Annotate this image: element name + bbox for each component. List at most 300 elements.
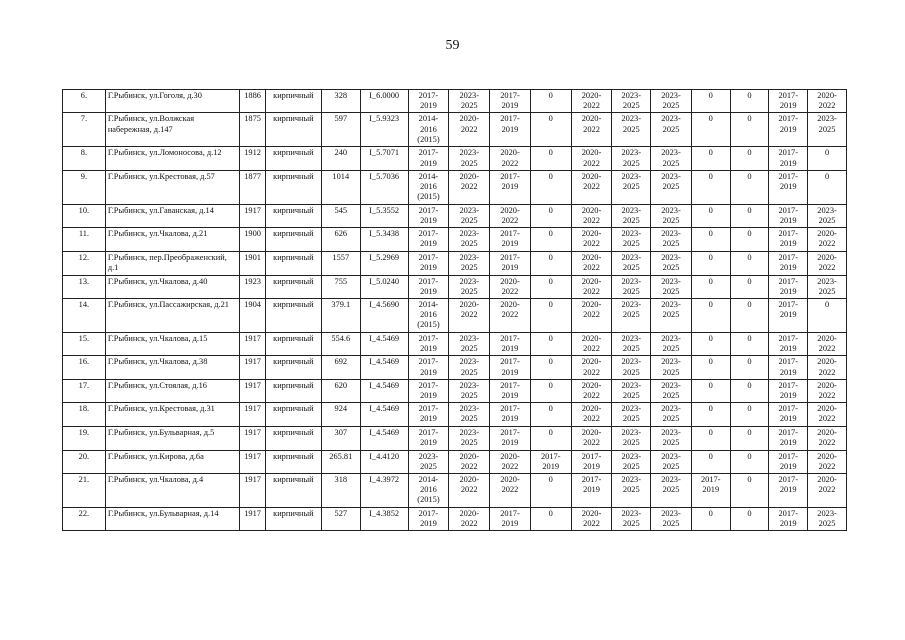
- period-cell: 2023-2025: [449, 333, 490, 356]
- period-cell: 2017-2019: [490, 426, 531, 450]
- address-cell: Г.Рыбинск, ул.Ломоносова, д.12: [105, 147, 240, 170]
- period-cell: 0: [530, 147, 571, 170]
- period-cell: 2017-2019: [408, 403, 449, 426]
- area-cell: 240: [321, 147, 360, 170]
- address-cell: Г.Рыбинск, ул.Чкалова, д.38: [105, 356, 240, 379]
- period-cell: 2020-2022: [449, 170, 490, 204]
- row-number: 7.: [63, 113, 106, 147]
- period-cell: 2023-2025: [612, 379, 651, 402]
- period-cell: 2017-2019: [490, 403, 531, 426]
- period-cell: 0: [691, 299, 730, 333]
- period-cell: 0: [691, 356, 730, 379]
- period-cell: 2014-2016 (2015): [408, 299, 449, 333]
- table-row: [63, 426, 847, 450]
- period-cell: 2017-2019: [769, 275, 808, 298]
- period-cell: 2017-2019: [691, 474, 730, 508]
- build-year-cell: 1875: [240, 113, 265, 147]
- period-cell: 2017-2019: [769, 228, 808, 251]
- period-cell: 2017-2019: [769, 251, 808, 275]
- table-row: [63, 228, 847, 251]
- period-cell: 2023-2025: [651, 251, 692, 275]
- period-cell: 2023-2025: [651, 426, 692, 450]
- period-cell: 0: [530, 379, 571, 402]
- build-year-cell: 1917: [240, 508, 265, 531]
- period-cell: 2017-2019: [769, 426, 808, 450]
- period-cell: 0: [730, 508, 769, 531]
- period-cell: 2020-2022: [571, 170, 612, 204]
- period-cell: 0: [730, 426, 769, 450]
- period-cell: 2020-2022: [571, 251, 612, 275]
- period-cell: 2023-2025: [651, 170, 692, 204]
- period-cell: 2020-2022: [571, 403, 612, 426]
- area-cell: 328: [321, 90, 360, 113]
- period-cell: 2020-2022: [571, 147, 612, 170]
- period-cell: 2023-2025: [449, 147, 490, 170]
- period-cell: 0: [691, 113, 730, 147]
- address-cell: Г.Рыбинск, ул.Бульварная, д.5: [105, 426, 240, 450]
- row-number: 14.: [63, 299, 106, 333]
- address-cell: Г.Рыбинск, ул.Крестовая, д.31: [105, 403, 240, 426]
- material-cell: кирпичный: [265, 251, 321, 275]
- period-cell: 2023-2025: [651, 508, 692, 531]
- build-year-cell: 1917: [240, 379, 265, 402]
- period-cell: 2017-2019: [769, 90, 808, 113]
- table-row: [63, 299, 847, 333]
- material-cell: кирпичный: [265, 275, 321, 298]
- build-year-cell: 1923: [240, 275, 265, 298]
- period-cell: 2023-2025: [808, 204, 847, 227]
- period-cell: 0: [730, 379, 769, 402]
- material-cell: кирпичный: [265, 204, 321, 227]
- area-cell: 307: [321, 426, 360, 450]
- period-cell: 2020-2022: [449, 299, 490, 333]
- index-cell: I_5.3438: [360, 228, 408, 251]
- period-cell: 2020-2022: [571, 228, 612, 251]
- build-year-cell: 1917: [240, 333, 265, 356]
- table-row: [63, 251, 847, 275]
- material-cell: кирпичный: [265, 147, 321, 170]
- period-cell: 2014-2016 (2015): [408, 113, 449, 147]
- period-cell: 0: [808, 170, 847, 204]
- address-cell: Г.Рыбинск, ул.Чкалова, д.40: [105, 275, 240, 298]
- period-cell: 2023-2025: [449, 251, 490, 275]
- area-cell: 265.81: [321, 450, 360, 473]
- period-cell: 0: [730, 474, 769, 508]
- period-cell: 2020-2022: [490, 147, 531, 170]
- material-cell: кирпичный: [265, 299, 321, 333]
- material-cell: кирпичный: [265, 379, 321, 402]
- period-cell: 2023-2025: [808, 113, 847, 147]
- period-cell: 0: [691, 228, 730, 251]
- address-cell: Г.Рыбинск, пер.Преображенский, д.1: [105, 251, 240, 275]
- period-cell: 0: [691, 450, 730, 473]
- period-cell: 2017-2019: [769, 474, 808, 508]
- address-cell: Г.Рыбинск, ул.Бульварная, д.14: [105, 508, 240, 531]
- period-cell: 2023-2025: [449, 379, 490, 402]
- index-cell: I_4.5469: [360, 333, 408, 356]
- material-cell: кирпичный: [265, 508, 321, 531]
- period-cell: 2020-2022: [808, 333, 847, 356]
- period-cell: 2017-2019: [408, 379, 449, 402]
- period-cell: 2014-2016 (2015): [408, 474, 449, 508]
- material-cell: кирпичный: [265, 90, 321, 113]
- period-cell: 2023-2025: [651, 147, 692, 170]
- period-cell: 2020-2022: [808, 426, 847, 450]
- build-year-cell: 1877: [240, 170, 265, 204]
- index-cell: I_4.4120: [360, 450, 408, 473]
- period-cell: 2023-2025: [449, 90, 490, 113]
- period-cell: 0: [691, 204, 730, 227]
- material-cell: кирпичный: [265, 228, 321, 251]
- period-cell: 2017-2019: [408, 333, 449, 356]
- period-cell: 2017-2019: [408, 228, 449, 251]
- period-cell: 2023-2025: [612, 275, 651, 298]
- period-cell: 2023-2025: [651, 450, 692, 473]
- address-cell: Г.Рыбинск, ул.Чкалова, д.21: [105, 228, 240, 251]
- period-cell: 2017-2019: [490, 170, 531, 204]
- period-cell: 0: [730, 251, 769, 275]
- period-cell: 2023-2025: [651, 474, 692, 508]
- period-cell: 2023-2025: [612, 299, 651, 333]
- period-cell: 2023-2025: [449, 204, 490, 227]
- period-cell: 2017-2019: [769, 113, 808, 147]
- table-row: [63, 333, 847, 356]
- period-cell: 2017-2019: [408, 90, 449, 113]
- period-cell: 2017-2019: [769, 333, 808, 356]
- period-cell: 0: [691, 170, 730, 204]
- period-cell: 2023-2025: [651, 228, 692, 251]
- build-year-cell: 1917: [240, 356, 265, 379]
- row-number: 13.: [63, 275, 106, 298]
- period-cell: 2020-2022: [571, 426, 612, 450]
- index-cell: I_4.3972: [360, 474, 408, 508]
- period-cell: 0: [691, 379, 730, 402]
- material-cell: кирпичный: [265, 450, 321, 473]
- build-year-cell: 1917: [240, 450, 265, 473]
- period-cell: 2023-2025: [651, 90, 692, 113]
- table-body: [63, 90, 847, 531]
- period-cell: 2023-2025: [449, 403, 490, 426]
- period-cell: 0: [691, 403, 730, 426]
- period-cell: 2017-2019: [408, 426, 449, 450]
- period-cell: 2017-2019: [490, 379, 531, 402]
- period-cell: 2017-2019: [490, 113, 531, 147]
- period-cell: 2017-2019: [769, 379, 808, 402]
- period-cell: 2017-2019: [490, 333, 531, 356]
- row-number: 22.: [63, 508, 106, 531]
- period-cell: 2020-2022: [808, 379, 847, 402]
- index-cell: I_5.7036: [360, 170, 408, 204]
- period-cell: 0: [691, 508, 730, 531]
- table-row: [63, 113, 847, 147]
- index-cell: I_5.2969: [360, 251, 408, 275]
- page-number: 59: [445, 38, 460, 53]
- period-cell: 0: [691, 147, 730, 170]
- area-cell: 626: [321, 228, 360, 251]
- period-cell: 2023-2025: [449, 228, 490, 251]
- area-cell: 1557: [321, 251, 360, 275]
- period-cell: 2020-2022: [571, 333, 612, 356]
- period-cell: 2023-2025: [612, 90, 651, 113]
- address-cell: Г.Рыбинск, ул.Волжская набережная, д.147: [105, 113, 240, 147]
- address-cell: Г.Рыбинск, ул.Кирова, д.6а: [105, 450, 240, 473]
- period-cell: 2023-2025: [612, 450, 651, 473]
- period-cell: 2017-2019: [408, 508, 449, 531]
- period-cell: 2017-2019: [408, 147, 449, 170]
- period-cell: 2023-2025: [651, 299, 692, 333]
- period-cell: 2020-2022: [808, 474, 847, 508]
- period-cell: 0: [730, 450, 769, 473]
- row-number: 15.: [63, 333, 106, 356]
- period-cell: 2020-2022: [449, 508, 490, 531]
- area-cell: 924: [321, 403, 360, 426]
- address-cell: Г.Рыбинск, ул.Стоялая, д.16: [105, 379, 240, 402]
- build-year-cell: 1917: [240, 426, 265, 450]
- period-cell: 2020-2022: [808, 90, 847, 113]
- table-row: [63, 450, 847, 473]
- period-cell: 0: [530, 90, 571, 113]
- period-cell: 2020-2022: [571, 275, 612, 298]
- period-cell: 2023-2025: [651, 113, 692, 147]
- row-number: 12.: [63, 251, 106, 275]
- table-row: [63, 474, 847, 508]
- material-cell: кирпичный: [265, 356, 321, 379]
- period-cell: 2020-2022: [571, 204, 612, 227]
- period-cell: 2023-2025: [651, 204, 692, 227]
- row-number: 21.: [63, 474, 106, 508]
- period-cell: 0: [730, 275, 769, 298]
- period-cell: 2017-2019: [769, 299, 808, 333]
- period-cell: 0: [530, 228, 571, 251]
- period-cell: 2020-2022: [808, 403, 847, 426]
- period-cell: 2023-2025: [651, 379, 692, 402]
- period-cell: 0: [730, 356, 769, 379]
- period-cell: 0: [530, 275, 571, 298]
- material-cell: кирпичный: [265, 333, 321, 356]
- period-cell: 2017-2019: [769, 147, 808, 170]
- period-cell: 2020-2022: [449, 113, 490, 147]
- period-cell: 2020-2022: [490, 299, 531, 333]
- period-cell: 0: [691, 426, 730, 450]
- period-cell: 2020-2022: [808, 450, 847, 473]
- area-cell: 545: [321, 204, 360, 227]
- period-cell: 0: [730, 333, 769, 356]
- table-row: [63, 403, 847, 426]
- period-cell: 2023-2025: [612, 508, 651, 531]
- table-row: [63, 147, 847, 170]
- period-cell: 2020-2022: [571, 379, 612, 402]
- period-cell: 2017-2019: [490, 356, 531, 379]
- build-year-cell: 1904: [240, 299, 265, 333]
- period-cell: 2014-2016 (2015): [408, 170, 449, 204]
- material-cell: кирпичный: [265, 426, 321, 450]
- period-cell: 2017-2019: [490, 508, 531, 531]
- row-number: 10.: [63, 204, 106, 227]
- build-year-cell: 1917: [240, 204, 265, 227]
- period-cell: 0: [730, 204, 769, 227]
- row-number: 11.: [63, 228, 106, 251]
- area-cell: 527: [321, 508, 360, 531]
- build-year-cell: 1901: [240, 251, 265, 275]
- period-cell: 0: [691, 275, 730, 298]
- area-cell: 318: [321, 474, 360, 508]
- period-cell: 2023-2025: [612, 251, 651, 275]
- period-cell: 2023-2025: [449, 275, 490, 298]
- table-row: [63, 170, 847, 204]
- row-number: 19.: [63, 426, 106, 450]
- area-cell: 755: [321, 275, 360, 298]
- table-row: [63, 275, 847, 298]
- period-cell: 2020-2022: [490, 204, 531, 227]
- index-cell: I_4.5690: [360, 299, 408, 333]
- area-cell: 692: [321, 356, 360, 379]
- period-cell: 2017-2019: [769, 403, 808, 426]
- index-cell: I_5.0240: [360, 275, 408, 298]
- period-cell: 2023-2025: [612, 170, 651, 204]
- index-cell: I_5.7071: [360, 147, 408, 170]
- build-year-cell: 1917: [240, 403, 265, 426]
- period-cell: 0: [530, 204, 571, 227]
- period-cell: 2017-2019: [571, 474, 612, 508]
- build-year-cell: 1886: [240, 90, 265, 113]
- period-cell: 2020-2022: [449, 450, 490, 473]
- period-cell: 2023-2025: [612, 147, 651, 170]
- period-cell: 0: [691, 251, 730, 275]
- row-number: 8.: [63, 147, 106, 170]
- period-cell: 0: [530, 333, 571, 356]
- index-cell: I_5.3552: [360, 204, 408, 227]
- data-table: [62, 89, 847, 531]
- address-cell: Г.Рыбинск, ул.Крестовая, д.57: [105, 170, 240, 204]
- row-number: 16.: [63, 356, 106, 379]
- address-cell: Г.Рыбинск, ул.Чкалова, д.15: [105, 333, 240, 356]
- period-cell: 2020-2022: [571, 90, 612, 113]
- period-cell: 2017-2019: [571, 450, 612, 473]
- period-cell: 2020-2022: [571, 299, 612, 333]
- table-row: [63, 356, 847, 379]
- index-cell: I_4.5469: [360, 379, 408, 402]
- period-cell: 2020-2022: [571, 356, 612, 379]
- period-cell: 0: [730, 403, 769, 426]
- period-cell: 2023-2025: [651, 356, 692, 379]
- material-cell: кирпичный: [265, 403, 321, 426]
- row-number: 18.: [63, 403, 106, 426]
- index-cell: I_6.0000: [360, 90, 408, 113]
- area-cell: 1014: [321, 170, 360, 204]
- period-cell: 2023-2025: [408, 450, 449, 473]
- row-number: 17.: [63, 379, 106, 402]
- period-cell: 0: [530, 356, 571, 379]
- period-cell: 0: [530, 426, 571, 450]
- period-cell: 0: [808, 299, 847, 333]
- period-cell: 0: [730, 170, 769, 204]
- period-cell: 2020-2022: [449, 474, 490, 508]
- period-cell: 2017-2019: [408, 204, 449, 227]
- index-cell: I_4.5469: [360, 356, 408, 379]
- index-cell: I_4.3852: [360, 508, 408, 531]
- period-cell: 2023-2025: [651, 333, 692, 356]
- period-cell: 2023-2025: [612, 426, 651, 450]
- period-cell: 2017-2019: [490, 228, 531, 251]
- period-cell: 2017-2019: [490, 251, 531, 275]
- period-cell: 0: [691, 90, 730, 113]
- build-year-cell: 1917: [240, 474, 265, 508]
- period-cell: 2023-2025: [612, 113, 651, 147]
- period-cell: 2017-2019: [769, 204, 808, 227]
- table-row: [63, 379, 847, 402]
- period-cell: 2017-2019: [769, 508, 808, 531]
- build-year-cell: 1912: [240, 147, 265, 170]
- material-cell: кирпичный: [265, 170, 321, 204]
- address-cell: Г.Рыбинск, ул.Чкалова, д.4: [105, 474, 240, 508]
- index-cell: I_5.9323: [360, 113, 408, 147]
- index-cell: I_4.5469: [360, 403, 408, 426]
- period-cell: 2023-2025: [612, 474, 651, 508]
- row-number: 6.: [63, 90, 106, 113]
- period-cell: 0: [530, 113, 571, 147]
- table-row: [63, 90, 847, 113]
- period-cell: 2020-2022: [490, 474, 531, 508]
- period-cell: 2020-2022: [571, 508, 612, 531]
- row-number: 20.: [63, 450, 106, 473]
- period-cell: 2017-2019: [769, 170, 808, 204]
- period-cell: 2017-2019: [408, 275, 449, 298]
- period-cell: 0: [730, 90, 769, 113]
- period-cell: 0: [530, 251, 571, 275]
- period-cell: 2023-2025: [651, 403, 692, 426]
- period-cell: 2023-2025: [449, 356, 490, 379]
- area-cell: 597: [321, 113, 360, 147]
- build-year-cell: 1900: [240, 228, 265, 251]
- address-cell: Г.Рыбинск, ул.Гоголя, д.30: [105, 90, 240, 113]
- period-cell: 2017-2019: [408, 251, 449, 275]
- period-cell: 0: [730, 147, 769, 170]
- period-cell: 0: [730, 113, 769, 147]
- material-cell: кирпичный: [265, 474, 321, 508]
- period-cell: 0: [530, 170, 571, 204]
- area-cell: 620: [321, 379, 360, 402]
- period-cell: 2023-2025: [612, 204, 651, 227]
- period-cell: 2023-2025: [612, 333, 651, 356]
- period-cell: 2023-2025: [612, 403, 651, 426]
- period-cell: 2023-2025: [449, 426, 490, 450]
- address-cell: Г.Рыбинск, ул.Гаванская, д.14: [105, 204, 240, 227]
- period-cell: 0: [730, 228, 769, 251]
- index-cell: I_4.5469: [360, 426, 408, 450]
- period-cell: 0: [530, 299, 571, 333]
- period-cell: 0: [730, 299, 769, 333]
- address-cell: Г.Рыбинск, ул.Пассажирская, д.21: [105, 299, 240, 333]
- period-cell: 2017-2019: [408, 356, 449, 379]
- period-cell: 0: [530, 403, 571, 426]
- period-cell: 2023-2025: [808, 508, 847, 531]
- period-cell: 2023-2025: [612, 228, 651, 251]
- period-cell: 2023-2025: [612, 356, 651, 379]
- period-cell: 0: [808, 147, 847, 170]
- material-cell: кирпичный: [265, 113, 321, 147]
- period-cell: 2017-2019: [769, 450, 808, 473]
- table-row: [63, 204, 847, 227]
- period-cell: 2020-2022: [808, 228, 847, 251]
- period-cell: 2017-2019: [769, 356, 808, 379]
- period-cell: 0: [530, 474, 571, 508]
- period-cell: 2017-2019: [530, 450, 571, 473]
- period-cell: 2020-2022: [571, 113, 612, 147]
- period-cell: 2020-2022: [490, 275, 531, 298]
- period-cell: 0: [691, 333, 730, 356]
- area-cell: 379.1: [321, 299, 360, 333]
- period-cell: 2017-2019: [490, 90, 531, 113]
